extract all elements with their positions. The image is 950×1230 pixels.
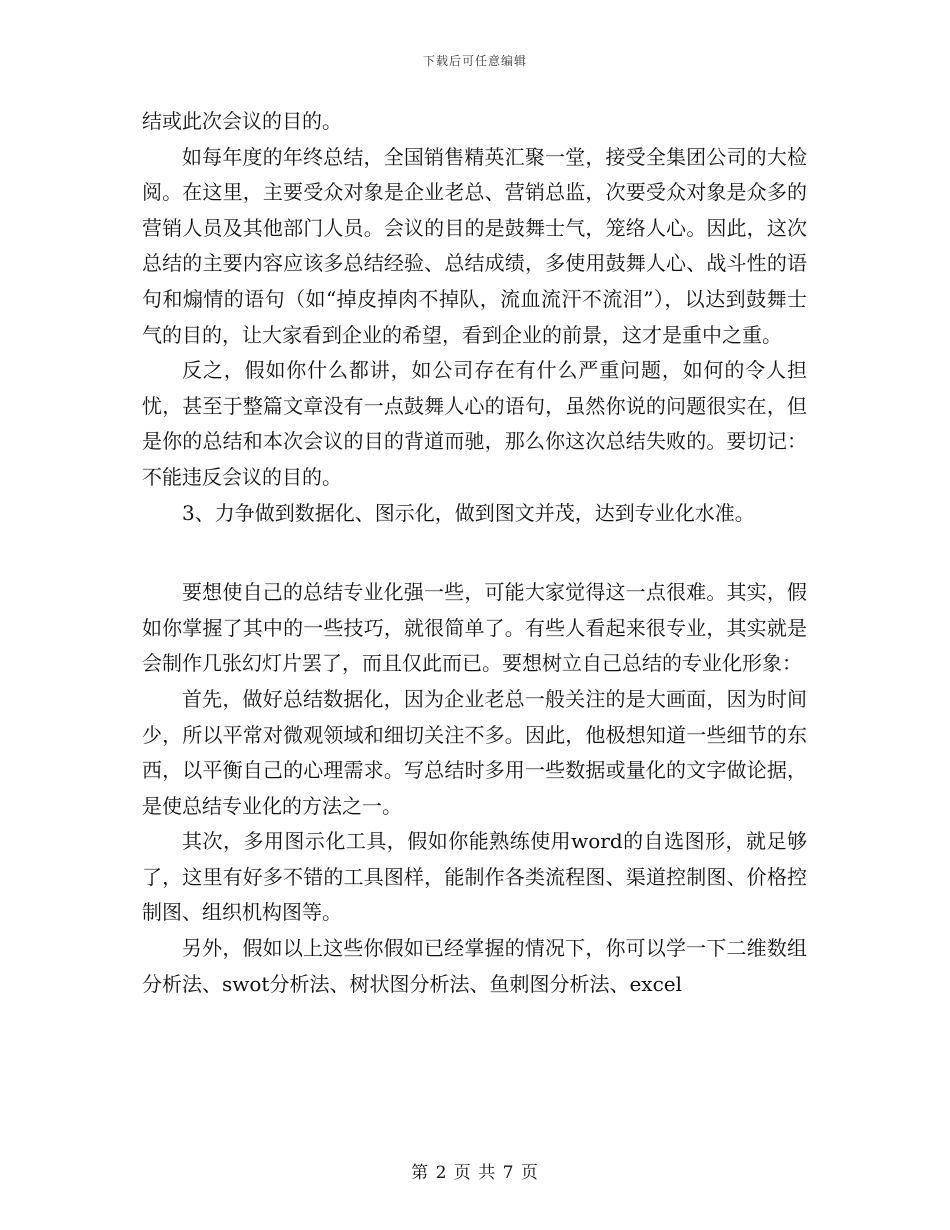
paragraph-third-analysis: 另外，假如以上这些你假如已经掌握的情况下，你可以学一下二维数组分析法、swot分析法、树状图分析法、鱼刺图分析法、excel bbox=[142, 936, 807, 996]
document-body bbox=[142, 104, 807, 1002]
paragraph-first-data: 首先，做好总结数据化，因为企业老总一般关注的是大画面，因为时间少，所以平常对微观领域和细切关注不多。因此，他极想知道一些细节的东西，以平衡自己的心理需求。写总结时多用一些数据或量化的文字做论据，是使总结专业化的方法之一。 bbox=[142, 686, 807, 818]
paragraph-spacer bbox=[142, 531, 807, 575]
page-header: 下载后可任意编辑 bbox=[422, 54, 527, 68]
paragraph-annual-summary-example: 如每年度的年终总结，全国销售精英汇聚一堂，接受全集团公司的大检阅。在这里，主要受众对象是企业老总、营销总监，次要受众对象是众多的营销人员及其他部门人员。会议的目的是鼓舞士气，笼络人心。因此，这次总结的主要内容应该多总结经验、总结成绩，多使用鼓舞人心、战斗性的语句和煽情的语句（如“掉皮掉肉不掉队，流血流汗不流泪”），以达到鼓舞士气的目的，让大家看到企业的希望，看到企业的前景，这才是重中之重。 bbox=[142, 144, 807, 347]
paragraph-second-graphics: 其次，多用图示化工具，假如你能熟练使用word的自选图形，就足够了，这里有好多不错的工具图样，能制作各类流程图、渠道控制图、价格控制图、组织机构图等。 bbox=[142, 829, 807, 925]
paragraph-professionalism: 要想使自己的总结专业化强一些，可能大家觉得这一点很难。其实，假如你掌握了其中的一些技巧，就很简单了。有些人看起来很专业，其实就是会制作几张幻灯片罢了，而且仅此而已。要想树立自己总结的专业化形象： bbox=[142, 580, 807, 676]
paragraph-counter-example: 反之，假如你什么都讲，如公司存在有什么严重问题，如何的令人担忧，甚至于整篇文章没有一点鼓舞人心的语句，虽然你说的问题很实在，但是你的总结和本次会议的目的背道而驰，那么你这次总结失败的。要切记：不能违反会议的目的。 bbox=[142, 358, 807, 489]
paragraph-continuation: 结或此次会议的目的。 bbox=[142, 109, 342, 133]
paragraph-point-3-heading: 3、力争做到数据化、图示化，做到图文并茂，达到专业化水准。 bbox=[182, 500, 755, 525]
page-number-footer: 第 2 页 共 7 页 bbox=[411, 1163, 539, 1183]
